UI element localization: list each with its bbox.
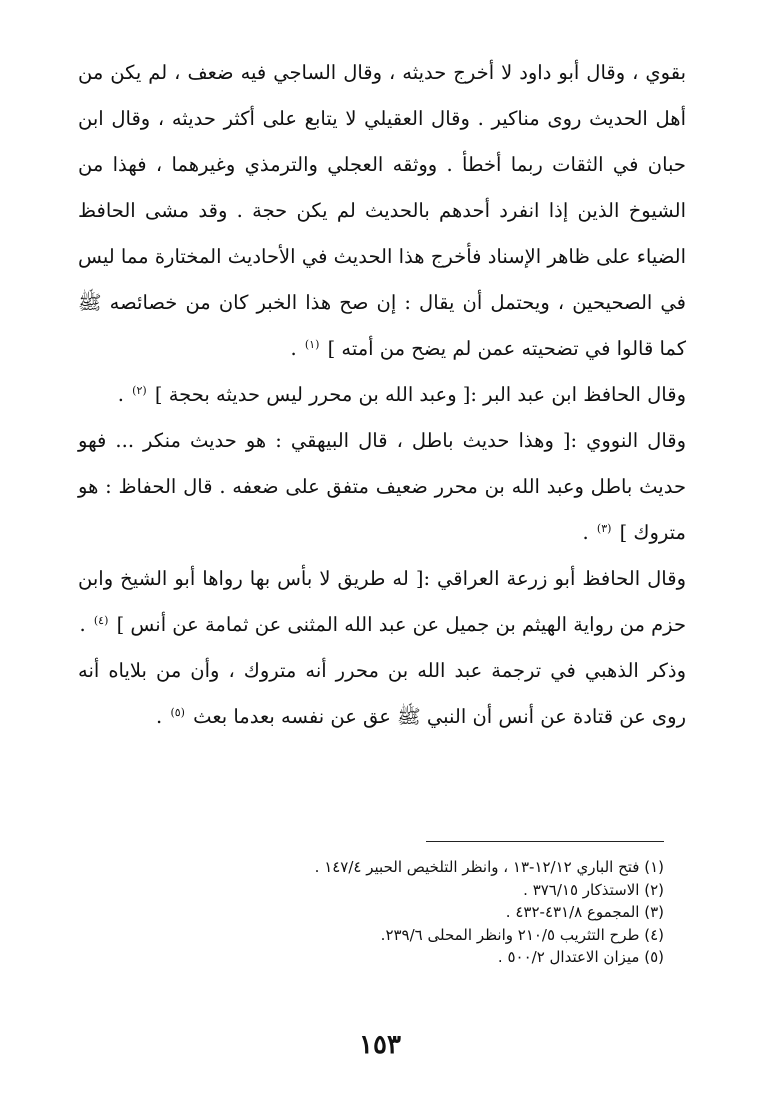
- page-number: ١٥٣: [359, 1030, 401, 1060]
- footnotes: [144, 856, 664, 969]
- footnote-marker-1: (١): [304, 337, 320, 351]
- paragraph-3: وقال النووي :[ وهذا حديث باطل ، قال البيهقي : هو حديث منكر ... فهو حديث باطل وعبد الله بن محرر ضعيف متفق على ضعفه . قال الحفاظ : هو متروك ] $^{(٣)}$ .: [78, 429, 686, 544]
- paragraph-5: وذكر الذهبي في ترجمة عبد الله بن محرر أنه متروك ، وأن من بلاياه أنه روى عن قتادة عن أنس أن النبي ﷺ عق عن نفسه بعدما بعث $^{(٥)}$ .: [78, 659, 686, 728]
- main-text: [78, 50, 686, 740]
- paragraph-2: وقال الحافظ ابن عبد البر :[ وعبد الله بن محرر ليس حديثه بحجة ] $^{(٢)}$ .: [117, 383, 686, 406]
- footnote-marker-2: (٢): [132, 383, 147, 397]
- paragraph-1: بقوي ، وقال أبو داود لا أخرج حديثه ، وقال الساجي فيه ضعف ، لم يكن من أهل الحديث روى مناكير . وقال العقيلي لا يتابع على أكثر حديثه ، وقال ابن حبان في الثقات ربما أخطأ . ووثقه العجلي والترمذي وغيرهما ، فهذا من الشيوخ الذين إذا انفرد أحدهم بالحديث لم يكن حجة . وقد مشى الحافظ الضياء على ظاهر الإسناد فأخرج هذا الحديث في الأحاديث المختارة مما ليس في الصحيحين ، ويحتمل أن يقال : إن صح هذا الخبر كان من خصائصه ﷺ كما قالوا في تضحيته عمن لم يضح من أمته ] $^{(١)}$ .: [78, 61, 686, 360]
- paragraph-4: وقال الحافظ أبو زرعة العراقي :[ له طريق لا بأس بها رواها أبو الشيخ وابن حزم من رواية الهيثم بن جميل عن عبد الله المثنى عن ثمامة عن أنس ] $^{(٤)}$ .: [78, 567, 686, 636]
- footnote-divider: [426, 841, 664, 842]
- footnote-3: (٣) المجموع ٤٣١/٨-٤٣٢ .: [505, 903, 664, 921]
- footnote-marker-5: (٥): [170, 705, 185, 719]
- footnote-2: (٢) الاستذكار ٣٧٦/١٥ .: [523, 880, 664, 899]
- footnote-marker-3: (٣): [596, 521, 612, 535]
- footnote-1: (١) فتح الباري ١٢/١٢-١٣ ، وانظر التلخيص الحبير ١٤٧/٤ .: [314, 858, 664, 876]
- footnote-4: (٤) طرح التثريب ٢١٠/٥ وانظر المحلى ٢٣٩/٦.: [380, 925, 664, 944]
- footnote-5: (٥) ميزان الاعتدال ٥٠٠/٢ .: [497, 948, 664, 966]
- footnote-marker-4: (٤): [93, 613, 109, 627]
